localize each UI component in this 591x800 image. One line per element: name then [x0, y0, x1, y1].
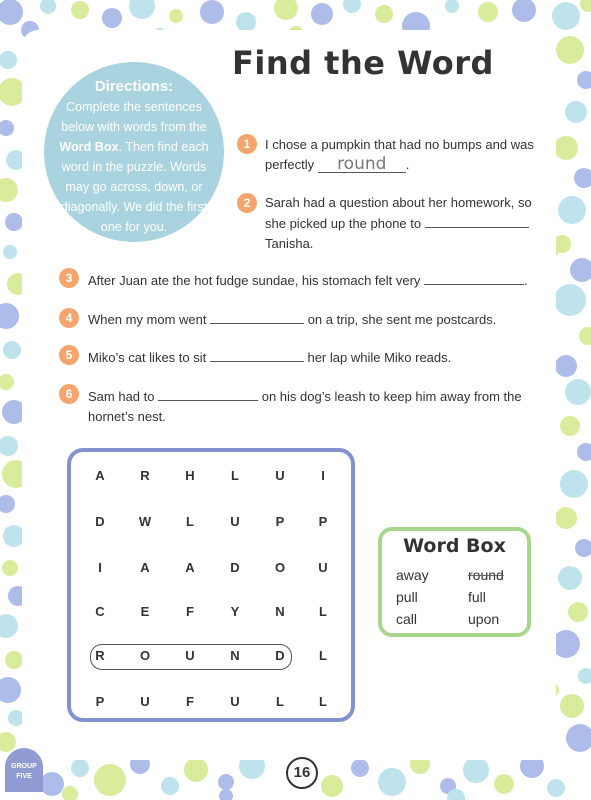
directions-heading: Directions:	[94, 78, 174, 95]
polka-dot	[2, 560, 18, 576]
polka-dot	[556, 36, 584, 64]
puzzle-letter[interactable]: L	[231, 468, 239, 483]
puzzle-letter[interactable]: W	[138, 514, 152, 529]
polka-dot	[0, 436, 18, 456]
polka-dot	[558, 196, 586, 224]
puzzle-letter[interactable]: A	[95, 468, 105, 483]
polka-dot	[375, 5, 393, 23]
polka-dot	[580, 0, 591, 12]
puzzle-letter[interactable]: D	[275, 648, 285, 663]
puzzle-letter[interactable]: C	[95, 604, 105, 619]
word-box	[378, 527, 531, 637]
polka-dot	[219, 789, 233, 800]
polka-dot	[568, 602, 588, 622]
polka-dot	[5, 213, 23, 231]
polka-dot	[554, 136, 578, 160]
polka-dot	[129, 0, 155, 19]
answer-round: round	[318, 156, 406, 173]
polka-dot	[555, 355, 577, 377]
question-4: When my mom went on a trip, she sent me postcards.	[88, 309, 496, 330]
polka-dot	[200, 0, 224, 24]
polka-dot	[560, 694, 584, 718]
puzzle-letter[interactable]: F	[186, 694, 194, 709]
polka-dot	[494, 774, 514, 794]
puzzle-letter[interactable]: L	[319, 604, 327, 619]
question-number-badge: 3	[59, 268, 79, 288]
directions-text: Complete the sentences below with words from the Word Box. Then find each word in the puzzle. Words may go across, down, or diagonally. We did the first one for you.	[59, 100, 209, 234]
word-box-reference: Word Box	[59, 140, 119, 154]
puzzle-letter[interactable]: R	[140, 468, 150, 483]
polka-dot	[0, 614, 18, 638]
polka-dot	[552, 2, 580, 30]
question-number-badge: 4	[59, 308, 79, 328]
polka-dot	[5, 651, 23, 669]
polka-dot	[577, 443, 591, 461]
polka-dot	[554, 284, 586, 316]
puzzle-letter[interactable]: L	[319, 694, 327, 709]
answer-blank[interactable]	[425, 213, 529, 228]
polka-dot	[558, 566, 582, 590]
polka-dot	[3, 245, 17, 259]
polka-dot	[0, 0, 23, 25]
puzzle-letter[interactable]: D	[95, 514, 105, 529]
puzzle-letter[interactable]: I	[98, 560, 102, 575]
puzzle-letter[interactable]: E	[140, 604, 150, 619]
polka-dot	[184, 758, 208, 782]
polka-dot	[463, 757, 489, 783]
word-box-word-used: round	[468, 567, 504, 583]
polka-dot	[0, 677, 21, 703]
page-title: Find the Word	[232, 44, 494, 82]
question-number-badge: 2	[237, 193, 257, 213]
polka-dot	[512, 0, 536, 22]
puzzle-letter[interactable]: L	[319, 648, 327, 663]
polka-dot	[0, 120, 14, 136]
polka-dot	[560, 416, 580, 436]
polka-dot	[62, 786, 78, 800]
polka-dot	[0, 495, 15, 513]
polka-dot	[274, 0, 298, 20]
puzzle-letter[interactable]: L	[276, 694, 284, 709]
puzzle-letter[interactable]: Y	[230, 604, 240, 619]
polka-dot	[351, 759, 369, 777]
polka-dot	[311, 3, 333, 25]
polka-dot	[378, 768, 406, 796]
word-search-grid	[67, 448, 355, 722]
polka-dot	[343, 0, 361, 13]
polka-dot	[578, 668, 591, 684]
polka-dot	[236, 12, 256, 32]
polka-dot	[40, 0, 56, 14]
polka-dot	[0, 178, 18, 202]
puzzle-letter[interactable]: A	[140, 560, 150, 575]
polka-dot	[574, 168, 591, 188]
polka-dot	[570, 258, 591, 282]
polka-dot	[579, 327, 591, 345]
question-1: I chose a pumpkin that had no bumps and was perfectly round .	[265, 137, 534, 174]
polka-dot	[169, 9, 183, 23]
polka-dot	[478, 2, 498, 22]
polka-dot	[565, 101, 587, 123]
polka-dot	[575, 539, 591, 557]
question-6: Sam had to on his dog’s leash to keep him away from the hornet’s nest.	[88, 386, 522, 427]
answer-blank[interactable]	[210, 347, 304, 362]
puzzle-letter[interactable]: D	[230, 560, 240, 575]
question-5: Miko’s cat likes to sit her lap while Miko reads.	[88, 347, 451, 368]
polka-dot	[94, 764, 126, 796]
word-box-word: full	[468, 589, 486, 605]
polka-dot	[161, 777, 179, 795]
polka-dot	[218, 774, 234, 790]
puzzle-letter[interactable]: F	[186, 604, 194, 619]
polka-dot	[321, 775, 343, 797]
word-box-word: upon	[468, 611, 500, 627]
puzzle-letter[interactable]: O	[274, 560, 286, 575]
answer-blank[interactable]	[210, 309, 304, 324]
polka-dot	[565, 379, 591, 405]
puzzle-letter[interactable]: U	[275, 468, 285, 483]
word-box-word: away	[396, 567, 429, 583]
polka-dot	[445, 0, 459, 13]
polka-dot	[0, 51, 17, 69]
puzzle-letter[interactable]: N	[230, 648, 240, 663]
question-3: After Juan ate the hot fudge sundae, his stomach felt very .	[88, 270, 528, 291]
puzzle-letter[interactable]: H	[185, 468, 195, 483]
page-number: 16	[286, 757, 318, 789]
question-number-badge: 1	[237, 134, 257, 154]
polka-dot	[547, 779, 565, 797]
puzzle-letter[interactable]: R	[95, 648, 105, 663]
puzzle-letter[interactable]: U	[230, 514, 240, 529]
polka-dot	[0, 732, 16, 752]
puzzle-letter[interactable]: U	[318, 560, 328, 575]
polka-dot	[71, 1, 89, 19]
polka-dot	[0, 374, 14, 390]
puzzle-letter[interactable]: U	[140, 694, 150, 709]
puzzle-letter[interactable]: P	[275, 514, 285, 529]
puzzle-letter[interactable]: N	[275, 604, 285, 619]
polka-dot	[3, 341, 21, 359]
answer-blank[interactable]	[424, 270, 524, 285]
polka-dot	[566, 724, 591, 752]
polka-dot	[71, 759, 89, 777]
puzzle-letter[interactable]: U	[185, 648, 195, 663]
puzzle-letter[interactable]: O	[139, 648, 151, 663]
puzzle-letter[interactable]: U	[230, 694, 240, 709]
answer-blank[interactable]	[158, 386, 258, 401]
polka-dot	[560, 470, 588, 498]
word-box-word: pull	[396, 589, 418, 605]
polka-dot	[0, 303, 19, 329]
puzzle-letter[interactable]: P	[95, 694, 105, 709]
puzzle-letter[interactable]: L	[186, 514, 194, 529]
polka-dot	[552, 630, 580, 658]
question-2: Sarah had a question about her homework, so she picked up the phone to Tanisha.	[265, 195, 532, 251]
polka-dot	[102, 8, 122, 28]
puzzle-letter[interactable]: I	[321, 468, 325, 483]
polka-dot	[40, 772, 64, 796]
question-number-badge: 6	[59, 384, 79, 404]
puzzle-letter[interactable]: P	[318, 514, 328, 529]
polka-dot	[555, 507, 577, 529]
word-box-title: Word Box	[403, 535, 506, 557]
question-number-badge: 5	[59, 345, 79, 365]
polka-dot	[577, 71, 591, 89]
directions-circle	[44, 62, 224, 242]
word-box-word: call	[396, 611, 418, 627]
puzzle-letter[interactable]: A	[185, 560, 195, 575]
group-tab: GROUP FIVE	[5, 748, 43, 792]
